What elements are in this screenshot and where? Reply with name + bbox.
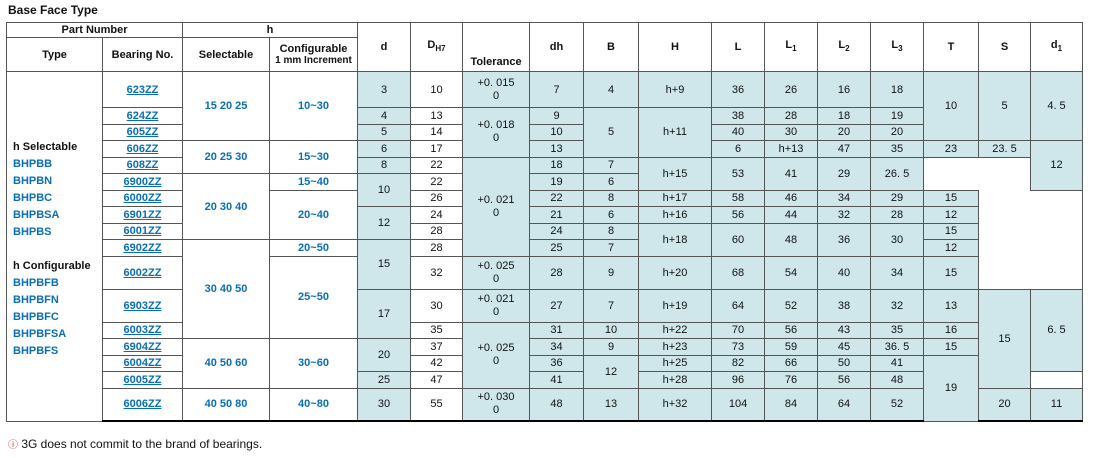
footnote-text: 3G does not commit to the brand of bearings. bbox=[21, 437, 263, 451]
l3-value: 52 bbox=[871, 388, 924, 421]
dh-value: 13 bbox=[530, 141, 584, 158]
dh-value: 34 bbox=[530, 339, 584, 356]
l3-value: 20 bbox=[871, 124, 924, 141]
dh7-value: 35 bbox=[411, 322, 463, 339]
info-icon: ⓘ bbox=[8, 440, 18, 451]
l2-value: 50 bbox=[818, 355, 871, 372]
spec-table bbox=[6, 22, 1083, 422]
l3-value: 18 bbox=[871, 72, 924, 108]
b-value: 13 bbox=[584, 388, 639, 421]
tolerance-value: +0. 030 0 bbox=[463, 388, 530, 421]
l3-value: 32 bbox=[871, 289, 924, 322]
l1-value: 46 bbox=[765, 190, 818, 207]
d1-value: 6. 5 bbox=[1031, 289, 1083, 372]
dh7-value: 26 bbox=[411, 190, 463, 207]
l2-value: 32 bbox=[818, 207, 871, 224]
t-value: 15 bbox=[924, 339, 979, 356]
bearing-no[interactable]: 6002ZZ bbox=[103, 256, 183, 289]
selectable-values: 30 40 50 bbox=[183, 240, 270, 339]
l-value: 36 bbox=[712, 72, 765, 108]
tolerance-value: +0. 018 0 bbox=[463, 108, 530, 158]
type-header: Type bbox=[7, 38, 103, 72]
part-number-header: Part Number bbox=[7, 23, 183, 38]
l3-value: 26. 5 bbox=[871, 157, 924, 190]
dh-value: 18 bbox=[530, 157, 584, 174]
t-header: T bbox=[924, 23, 979, 72]
l2-value: 56 bbox=[818, 372, 871, 389]
l3-value: 36. 5 bbox=[871, 339, 924, 356]
t-value: 16 bbox=[924, 322, 979, 339]
bearing-no[interactable]: 6904ZZ bbox=[103, 339, 183, 356]
dh7-value: 30 bbox=[411, 289, 463, 322]
h-value: h+17 bbox=[639, 190, 712, 207]
d-value: 30 bbox=[358, 388, 411, 421]
tolerance-value: +0. 025 0 bbox=[463, 256, 530, 289]
l-value: 96 bbox=[712, 372, 765, 389]
bearing-no[interactable]: 6005ZZ bbox=[103, 372, 183, 389]
l2-value: 38 bbox=[818, 289, 871, 322]
bearing-no[interactable]: 6902ZZ bbox=[103, 240, 183, 257]
configurable-range: 15~40 bbox=[270, 174, 358, 191]
dh7-value: 32 bbox=[411, 256, 463, 289]
l-value: 73 bbox=[712, 339, 765, 356]
l1-header: $L_1$ bbox=[765, 23, 818, 72]
l3-value: 23. 5 bbox=[979, 141, 1031, 158]
l2-value: 23 bbox=[924, 141, 979, 158]
l-value: 70 bbox=[712, 322, 765, 339]
dh-value: 27 bbox=[530, 289, 584, 322]
b-value: 6 bbox=[584, 207, 639, 224]
d-value: 10 bbox=[358, 174, 411, 207]
dh-value: 7 bbox=[530, 72, 584, 108]
l3-header: $L_3$ bbox=[871, 23, 924, 72]
l2-value: 29 bbox=[818, 157, 871, 190]
l2-value: 18 bbox=[818, 108, 871, 125]
t-value: 15 bbox=[924, 223, 979, 240]
l3-value: 34 bbox=[871, 256, 924, 289]
configurable-range: 30~60 bbox=[270, 339, 358, 389]
l1-value: 84 bbox=[765, 388, 818, 421]
bearing-no[interactable]: 6001ZZ bbox=[103, 223, 183, 240]
t-value: 12 bbox=[924, 207, 979, 224]
selectable-header: Selectable bbox=[183, 38, 270, 72]
h-value: h+18 bbox=[639, 223, 712, 256]
tolerance-value: +0. 021 0 bbox=[463, 157, 530, 256]
d-value: 4 bbox=[358, 108, 411, 125]
dh7-value: 13 bbox=[411, 108, 463, 125]
l1-value: 52 bbox=[765, 289, 818, 322]
s-value: 20 bbox=[979, 388, 1031, 421]
t-value: 10 bbox=[924, 72, 979, 141]
dh7-value: 10 bbox=[411, 72, 463, 108]
bearing-no[interactable]: 606ZZ bbox=[103, 141, 183, 158]
dh7-value: 28 bbox=[411, 223, 463, 240]
dh-value: 21 bbox=[530, 207, 584, 224]
type-item[interactable]: BHPBFN bbox=[13, 294, 59, 306]
dh7-value: 24 bbox=[411, 207, 463, 224]
bearing-no[interactable]: 608ZZ bbox=[103, 157, 183, 174]
l1-value: 54 bbox=[765, 256, 818, 289]
dh-value: 31 bbox=[530, 322, 584, 339]
h-value: h+25 bbox=[639, 355, 712, 372]
dh-value: 25 bbox=[530, 240, 584, 257]
b-value: 9 bbox=[584, 256, 639, 289]
d-value: 25 bbox=[358, 372, 411, 389]
footnote bbox=[8, 436, 262, 451]
s-header: S bbox=[979, 23, 1031, 72]
d-value: 8 bbox=[358, 157, 411, 174]
d-value: 17 bbox=[358, 289, 411, 339]
configurable-header: Configurable 1 mm Increment bbox=[270, 38, 358, 72]
l1-value: 59 bbox=[765, 339, 818, 356]
bearing-no-header: Bearing No. bbox=[103, 38, 183, 72]
h-header: h bbox=[183, 23, 358, 38]
d-value: 15 bbox=[358, 240, 411, 290]
type-item[interactable]: BHPBSA bbox=[13, 209, 60, 221]
l1-value: 56 bbox=[765, 322, 818, 339]
dh7-value: 47 bbox=[411, 372, 463, 389]
l-value: 68 bbox=[712, 256, 765, 289]
dh7-value: 14 bbox=[411, 124, 463, 141]
l1-value: 30 bbox=[765, 124, 818, 141]
b-value: 6 bbox=[584, 174, 639, 191]
dh7-value: 22 bbox=[411, 157, 463, 174]
l-value: 53 bbox=[712, 157, 765, 190]
selectable-values: 15 20 25 bbox=[183, 72, 270, 141]
l-header: L bbox=[712, 23, 765, 72]
dh7-value: 17 bbox=[411, 141, 463, 158]
tolerance-value: +0. 015 0 bbox=[463, 72, 530, 108]
tolerance-value: +0. 025 0 bbox=[463, 322, 530, 388]
dh-value: 9 bbox=[530, 108, 584, 125]
l3-value: 28 bbox=[871, 207, 924, 224]
l3-value: 41 bbox=[871, 355, 924, 372]
type-item[interactable]: BHPBC bbox=[13, 192, 53, 204]
d-value: 6 bbox=[358, 141, 411, 158]
b-value: 8 bbox=[584, 223, 639, 240]
dh-value: 10 bbox=[530, 124, 584, 141]
b-value: 12 bbox=[584, 355, 639, 388]
selectable-values: 40 50 60 bbox=[183, 339, 270, 389]
dh-value: 24 bbox=[530, 223, 584, 240]
dh-value: 22 bbox=[530, 190, 584, 207]
type-item[interactable]: BHPBS bbox=[13, 226, 52, 238]
type-configurable-label: h Configurable bbox=[13, 260, 91, 272]
t-value: 13 bbox=[924, 289, 979, 322]
b-value: 8 bbox=[584, 190, 639, 207]
type-item[interactable]: BHPBFS bbox=[13, 345, 59, 357]
bearing-no[interactable]: 624ZZ bbox=[103, 108, 183, 125]
t-value: 15 bbox=[924, 190, 979, 207]
l1-value: 76 bbox=[765, 372, 818, 389]
bearing-no[interactable]: 6004ZZ bbox=[103, 355, 183, 372]
configurable-range: 25~50 bbox=[270, 256, 358, 339]
tolerance-value: +0. 021 0 bbox=[463, 289, 530, 322]
dh-header: dh bbox=[530, 23, 584, 72]
l1-value: 35 bbox=[871, 141, 924, 158]
b-value: 4 bbox=[584, 72, 639, 108]
dh7-value: 22 bbox=[411, 174, 463, 191]
bearing-no[interactable]: 605ZZ bbox=[103, 124, 183, 141]
d-value: 3 bbox=[358, 72, 411, 108]
dh7-value: 55 bbox=[411, 388, 463, 421]
h-value: h+13 bbox=[765, 141, 818, 158]
b-value: 7 bbox=[584, 157, 639, 174]
b-value: 5 bbox=[584, 108, 639, 158]
selectable-values: 20 30 40 bbox=[183, 174, 270, 240]
l1-value: 28 bbox=[765, 108, 818, 125]
h-value: h+23 bbox=[639, 339, 712, 356]
t-value: 12 bbox=[924, 240, 979, 257]
b-value: 10 bbox=[584, 322, 639, 339]
h-value: h+22 bbox=[639, 322, 712, 339]
selectable-values: 40 50 80 bbox=[183, 388, 270, 421]
l-value: 56 bbox=[712, 207, 765, 224]
type-item[interactable]: BHPBFSA bbox=[13, 328, 67, 340]
l2-value: 43 bbox=[818, 322, 871, 339]
h-value: h+19 bbox=[639, 289, 712, 322]
bearing-no[interactable]: 6901ZZ bbox=[103, 207, 183, 224]
dh-value: 28 bbox=[530, 256, 584, 289]
bearing-no[interactable]: 6900ZZ bbox=[103, 174, 183, 191]
d1-header: $d_1$ bbox=[1031, 23, 1083, 72]
s-value: 15 bbox=[979, 289, 1031, 388]
l-value: 58 bbox=[712, 190, 765, 207]
d-value: 20 bbox=[358, 339, 411, 372]
l1-value: 48 bbox=[765, 223, 818, 256]
h-value: h+9 bbox=[639, 72, 712, 108]
l2-value: 20 bbox=[818, 124, 871, 141]
l-value: 47 bbox=[818, 141, 871, 158]
b-value: 9 bbox=[584, 339, 639, 356]
s-value: 5 bbox=[979, 72, 1031, 141]
type-item[interactable]: BHPBFC bbox=[13, 311, 59, 323]
h-value: h+11 bbox=[639, 108, 712, 158]
l2-value: 36 bbox=[818, 223, 871, 256]
l3-value: 35 bbox=[871, 322, 924, 339]
l-value: 64 bbox=[712, 289, 765, 322]
tolerance-header: Tolerance bbox=[463, 23, 530, 72]
selectable-values: 20 25 30 bbox=[183, 141, 270, 174]
l3-value: 48 bbox=[871, 372, 924, 389]
dh7-value: 37 bbox=[411, 339, 463, 356]
dh-value: 48 bbox=[530, 388, 584, 421]
t-value: 19 bbox=[924, 355, 979, 421]
configurable-range: 15~30 bbox=[270, 141, 358, 174]
type-selectable-label: h Selectable bbox=[13, 141, 78, 153]
table-title: Base Face Type bbox=[8, 3, 98, 17]
l-value: 38 bbox=[712, 108, 765, 125]
l2-header: $L_2$ bbox=[818, 23, 871, 72]
l2-value: 34 bbox=[818, 190, 871, 207]
l1-value: 44 bbox=[765, 207, 818, 224]
l1-value: 66 bbox=[765, 355, 818, 372]
l2-value: 16 bbox=[818, 72, 871, 108]
type-item[interactable]: BHPBB bbox=[13, 158, 53, 170]
dh7-value: 28 bbox=[411, 240, 463, 257]
configurable-range: 20~40 bbox=[270, 190, 358, 240]
b-header: B bbox=[584, 23, 639, 72]
b-value: 7 bbox=[584, 289, 639, 322]
dh-value: 36 bbox=[530, 355, 584, 372]
dh-value: 19 bbox=[530, 174, 584, 191]
l-value: 40 bbox=[712, 124, 765, 141]
l-value: 82 bbox=[712, 355, 765, 372]
dh7-value: 42 bbox=[411, 355, 463, 372]
bearing-no[interactable]: 6000ZZ bbox=[103, 190, 183, 207]
l2-value: 64 bbox=[818, 388, 871, 421]
b-value: 6 bbox=[712, 141, 765, 158]
l2-value: 45 bbox=[818, 339, 871, 356]
bearing-no[interactable]: 6006ZZ bbox=[103, 388, 183, 421]
d1-value: 4. 5 bbox=[1031, 72, 1083, 141]
t-value: 12 bbox=[1031, 141, 1083, 191]
l2-value: 40 bbox=[818, 256, 871, 289]
h-value: h+15 bbox=[639, 157, 712, 190]
h-dim-header: H bbox=[639, 23, 712, 72]
h-value: h+20 bbox=[639, 256, 712, 289]
b-value: 7 bbox=[584, 240, 639, 257]
dh7-header: $D_{H7}$ bbox=[411, 23, 463, 72]
bearing-no[interactable]: 6003ZZ bbox=[103, 322, 183, 339]
l1-value: 41 bbox=[765, 157, 818, 190]
l-value: 60 bbox=[712, 223, 765, 256]
type-item[interactable]: BHPBN bbox=[13, 175, 53, 187]
h-value: h+28 bbox=[639, 372, 712, 389]
configurable-range: 10~30 bbox=[270, 72, 358, 141]
l-value: 104 bbox=[712, 388, 765, 421]
l1-value: 26 bbox=[765, 72, 818, 108]
bearing-no[interactable]: 6903ZZ bbox=[103, 289, 183, 322]
l3-value: 30 bbox=[871, 223, 924, 256]
l3-value: 19 bbox=[871, 108, 924, 125]
bearing-no[interactable]: 623ZZ bbox=[103, 72, 183, 108]
l3-value: 29 bbox=[871, 190, 924, 207]
h-value: h+32 bbox=[639, 388, 712, 421]
d-header: d bbox=[358, 23, 411, 72]
configurable-range: 20~50 bbox=[270, 240, 358, 257]
type-cell bbox=[7, 72, 103, 422]
d-value: 12 bbox=[358, 207, 411, 240]
configurable-range: 40~80 bbox=[270, 388, 358, 421]
h-value: h+16 bbox=[639, 207, 712, 224]
d-value: 5 bbox=[358, 124, 411, 141]
t-value: 15 bbox=[924, 256, 979, 289]
type-item[interactable]: BHPBFB bbox=[13, 277, 59, 289]
dh-value: 41 bbox=[530, 372, 584, 389]
d1-value: 11 bbox=[1031, 388, 1083, 421]
